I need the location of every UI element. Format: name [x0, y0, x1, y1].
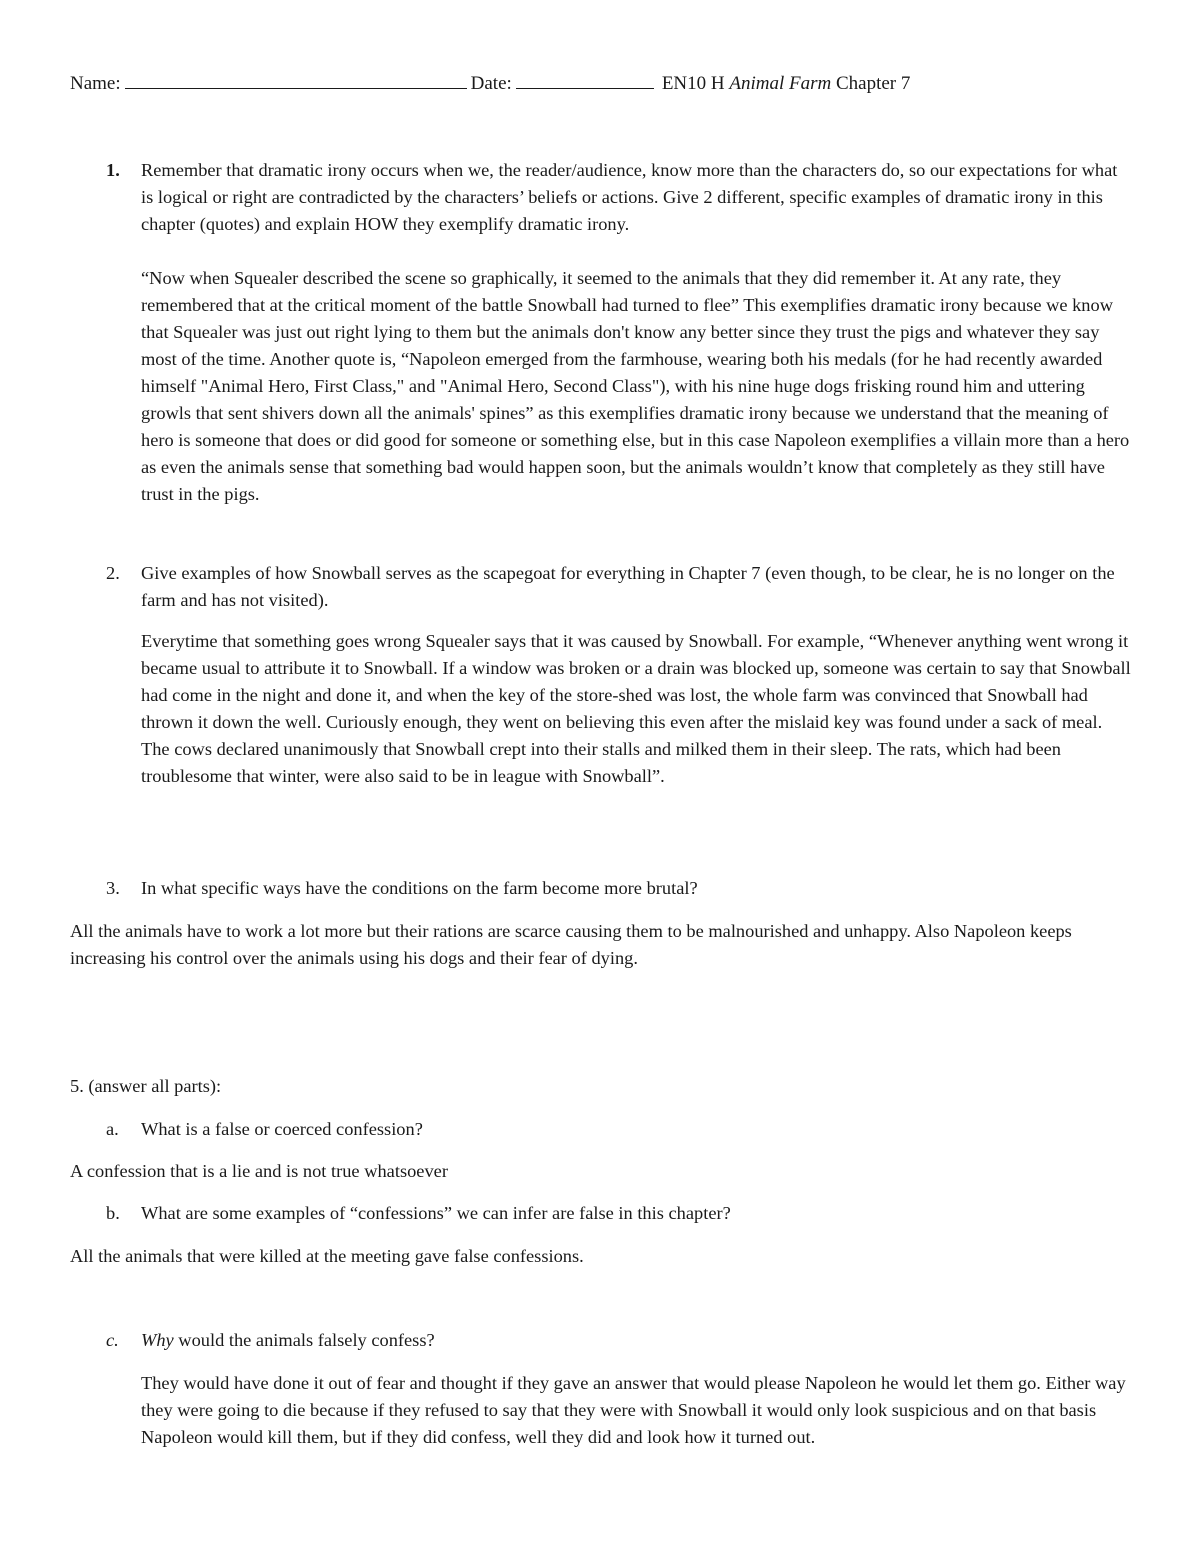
chapter-label: Chapter 7	[835, 73, 911, 94]
question-1	[106, 157, 1131, 238]
answer-5b	[70, 1243, 1135, 1270]
question-5b-text: What are some examples of “confessions” we can infer are false in this chapter?	[141, 1203, 731, 1223]
book-title: Animal Farm	[729, 73, 832, 94]
date-blank	[516, 70, 654, 89]
question-1-number: 1.	[106, 160, 120, 180]
question-2-number: 2.	[106, 563, 120, 583]
name-blank	[125, 70, 467, 89]
answer-1-text: “Now when Squealer described the scene so graphically, it seemed to the animals that they did remember it. At any rate, they remembered that at the critical moment of the battle Snowball had turned to flee” This exemplifies dramatic irony because we know that Squealer was just out right lying to them but the animals don't know any better since they trust the pigs and whatever they say most of the time. Another quote is, “Napoleon emerged from the farmhouse, wearing both his medals (for he had recently awarded himself "Animal Hero, First Class," and "Animal Hero, Second Class"), with his nine huge dogs frisking round him and uttering growls that sent shivers down all the animals' spines” as this exemplifies dramatic irony because we understand that the meaning of hero is someone that does or did good for someone or something else, but in this case Napoleon exemplifies a villain more than a hero as even the animals sense that something bad would happen soon, but the animals wouldn’t know that completely as they still have trust in the pigs.	[141, 268, 1130, 504]
answer-5c	[141, 1370, 1131, 1451]
question-5a-letter: a.	[106, 1119, 119, 1139]
answer-5b-text: All the animals that were killed at the meeting gave false confessions.	[70, 1246, 584, 1266]
question-3-number: 3.	[106, 878, 120, 898]
name-label: Name:	[70, 73, 121, 94]
question-5b	[106, 1200, 1131, 1227]
answer-2-text: Everytime that something goes wrong Squealer says that it was caused by Snowball. For example, “Whenever anything went wrong it became usual to attribute it to Snowball. If a window was broken or a drain was blocked up, someone was certain to say that Snowball had come in the night and done it, and when the key of the store-shed was lost, the whole farm was convinced that Snowball had thrown it down the well. Curiously enough, they went on believing this even after the mislaid key was found under a sack of meal. The cows declared unanimously that Snowball crept into their stalls and milked them in their sleep. The rats, which had been troublesome that winter, were also said to be in league with Snowball”.	[141, 631, 1131, 786]
answer-5a	[70, 1158, 1135, 1185]
answer-3-text: All the animals have to work a lot more but their rations are scarce causing them to be malnourished and unhappy. Also Napoleon keeps increasing his control over the animals using his dogs and their fear of dying.	[70, 921, 1072, 968]
question-5b-letter: b.	[106, 1203, 120, 1223]
question-2	[106, 560, 1131, 614]
question-5c-text	[141, 1327, 1131, 1354]
question-5a-text: What is a false or coerced confession?	[141, 1119, 423, 1139]
question-3-text: In what specific ways have the conditions on the farm become more brutal?	[141, 878, 698, 898]
question-3	[106, 875, 1131, 902]
question-5c-emphasis: Why	[141, 1330, 174, 1350]
question-2-text: Give examples of how Snowball serves as the scapegoat for everything in Chapter 7 (even though, to be clear, he is no longer on the farm and has not visited).	[141, 563, 1115, 610]
question-5a	[106, 1116, 1131, 1143]
question-1-text: Remember that dramatic irony occurs when we, the reader/audience, know more than the characters do, so our expectations for what is logical or right are contradicted by the characters’ beliefs or actions. Give 2 different, specific examples of dramatic irony in this chapter (quotes) and explain HOW they exemplify dramatic irony.	[141, 160, 1118, 234]
worksheet-header	[70, 70, 1150, 97]
question-5-intro-text: 5. (answer all parts):	[70, 1076, 222, 1096]
answer-2	[141, 628, 1131, 790]
question-5c-rest: would the animals falsely confess?	[173, 1330, 435, 1350]
question-5c-letter: c.	[106, 1330, 119, 1350]
question-5-intro	[70, 1073, 1135, 1100]
answer-5a-text: A confession that is a lie and is not true whatsoever	[70, 1161, 448, 1181]
answer-3	[70, 918, 1135, 972]
date-label: Date:	[470, 73, 512, 94]
question-5c	[106, 1327, 1131, 1354]
answer-1	[141, 265, 1131, 508]
course-code: EN10 H	[661, 73, 725, 94]
answer-5c-text: They would have done it out of fear and thought if they gave an answer that would please Napoleon he would let them go. Either way they were going to die because if they refused to say that they were with Snowball it would only look suspicious and on that basis Napoleon would kill them, but if they did confess, well they did and look how it turned out.	[141, 1373, 1126, 1447]
